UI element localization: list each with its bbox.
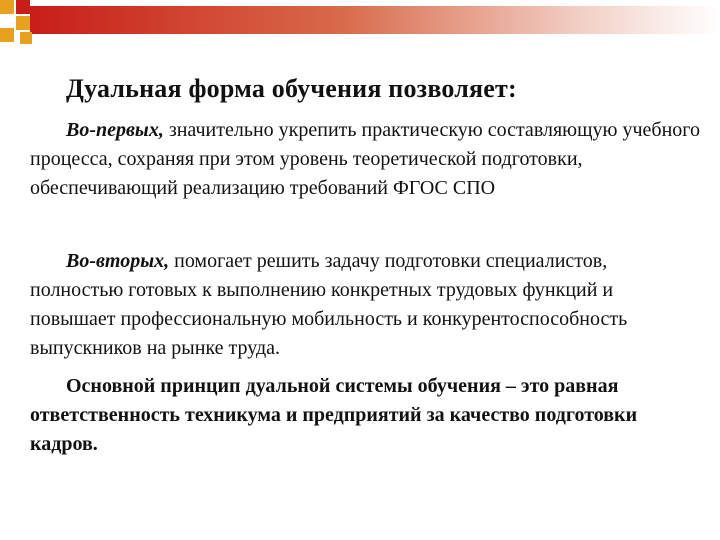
header-gradient-band bbox=[30, 6, 720, 34]
paragraph-first-text: значительно укрепить практическую составляющую учебного процесса, сохраняя при этом уровень теоретической подготовки, обеспечивающий реализацию требований ФГОС СПО bbox=[30, 119, 700, 199]
paragraph-first-lead: Во-первых, bbox=[66, 119, 164, 141]
paragraph-second bbox=[30, 247, 702, 363]
header-decoration bbox=[0, 0, 720, 60]
paragraph-principle: Основной принцип дуальной системы обучения – это равная ответственность техникума и предприятий за качество подготовки кадров. bbox=[30, 375, 638, 455]
orange-square bbox=[0, 28, 14, 42]
paragraph-second-text: помогает решить задачу подготовки специалистов, полностью готовых к выполнению конкретных трудовых функций и повышает профессиональную мобильность и конкурентоспособность выпускников на рынке труда. bbox=[30, 250, 628, 359]
orange-square bbox=[20, 32, 32, 44]
paragraph-second-lead: Во-вторых, bbox=[66, 250, 170, 272]
slide-title: Дуальная форма обучения позволяет: bbox=[66, 74, 517, 103]
orange-square bbox=[16, 16, 30, 30]
red-square bbox=[16, 0, 30, 14]
orange-square bbox=[0, 0, 14, 14]
paragraph-first bbox=[30, 116, 702, 203]
